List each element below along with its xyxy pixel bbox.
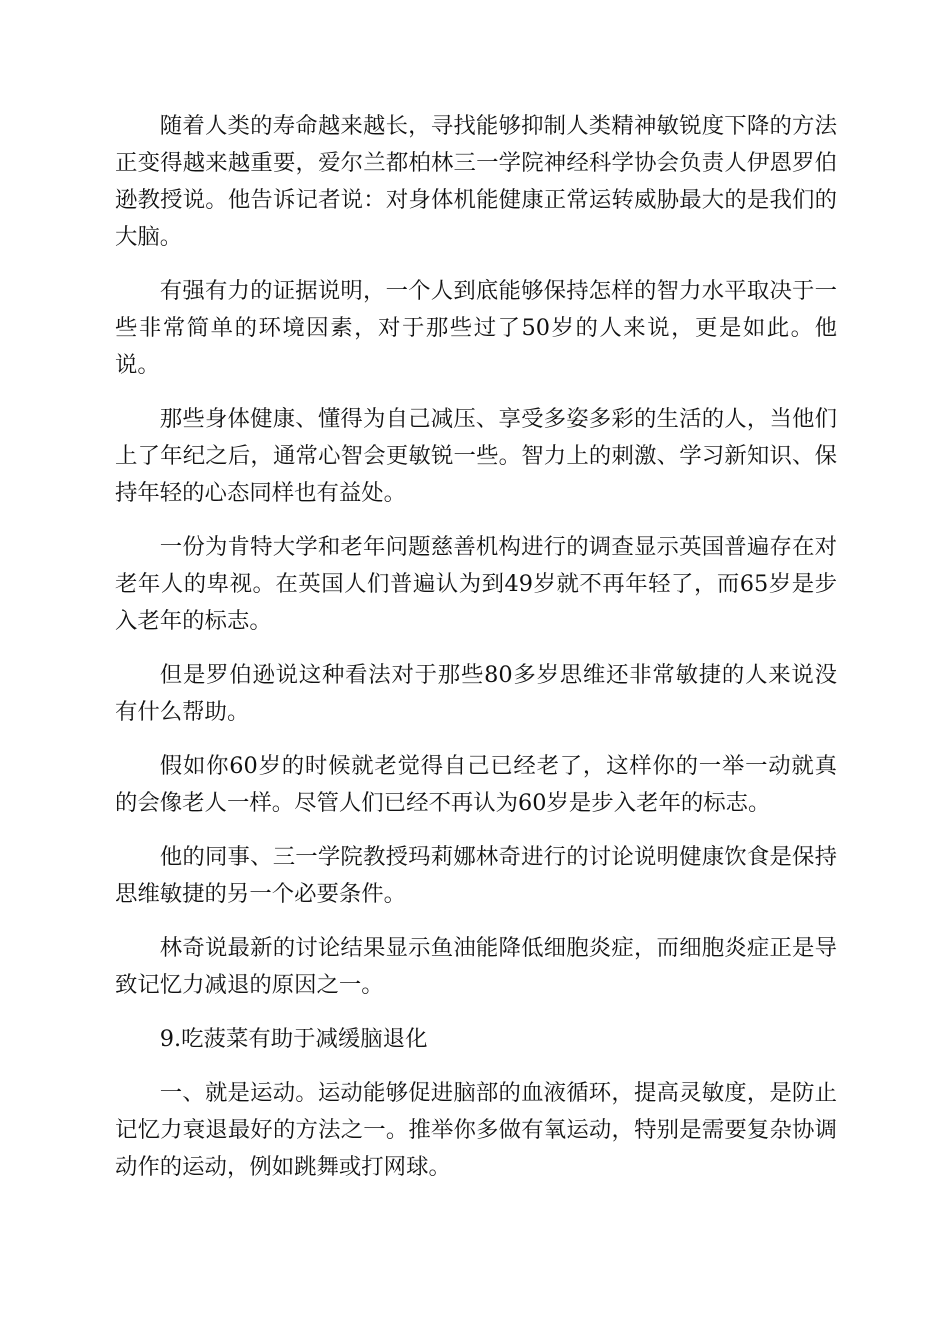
paragraph-feeling-old: 假如你60岁的时候就老觉得自己已经老了，这样你的一举一动就真的会像老人一样。尽管人们已经不再认为60岁是步入老年的标志。 [115,753,837,816]
paragraph-environment: 有强有力的证据说明，一个人到底能够保持怎样的智力水平取决于一些非常简单的环境因素，对于那些过了50岁的人来说，更是如此。他说。 [115,278,837,378]
paragraph-lifespan: 随着人类的寿命越来越长，寻找能够抑制人类精神敏锐度下降的方法正变得越来越重要，爱尔兰都柏林三一学院神经科学协会负责人伊恩罗伯逊教授说。他告诉记者说：对身体机能健康正常运转威胁最大的是我们的大脑。 [115,113,837,250]
section-heading-spinach: 9.吃菠菜有助于减缓脑退化 [159,1026,428,1052]
paragraph-exercise: 一、就是运动。运动能够促进脑部的血液循环，提高灵敏度，是防止记忆力衰退最好的方法之一。推举你多做有氧运动，特别是需要复杂协调动作的运动，例如跳舞或打网球。 [115,1080,837,1180]
paragraph-diet: 他的同事、三一学院教授玛莉娜林奇进行的讨论说明健康饮食是保持思维敏捷的另一个必要条件。 [115,844,837,907]
document-page [115,108,837,1203]
paragraph-robertson-view: 但是罗伯逊说这种看法对于那些80多岁思维还非常敏捷的人来说没有什么帮助。 [115,662,837,725]
paragraph-fish-oil: 林奇说最新的讨论结果显示鱼油能降低细胞炎症，而细胞炎症正是导致记忆力减退的原因之一。 [115,935,837,998]
paragraph-survey: 一份为肯特大学和老年问题慈善机构进行的调查显示英国普遍存在对老年人的卑视。在英国人们普遍认为到49岁就不再年轻了，而65岁是步入老年的标志。 [115,534,837,634]
paragraph-healthy-living: 那些身体健康、懂得为自己减压、享受多姿多彩的生活的人，当他们上了年纪之后，通常心智会更敏锐一些。智力上的刺激、学习新知识、保持年轻的心态同样也有益处。 [115,406,837,506]
